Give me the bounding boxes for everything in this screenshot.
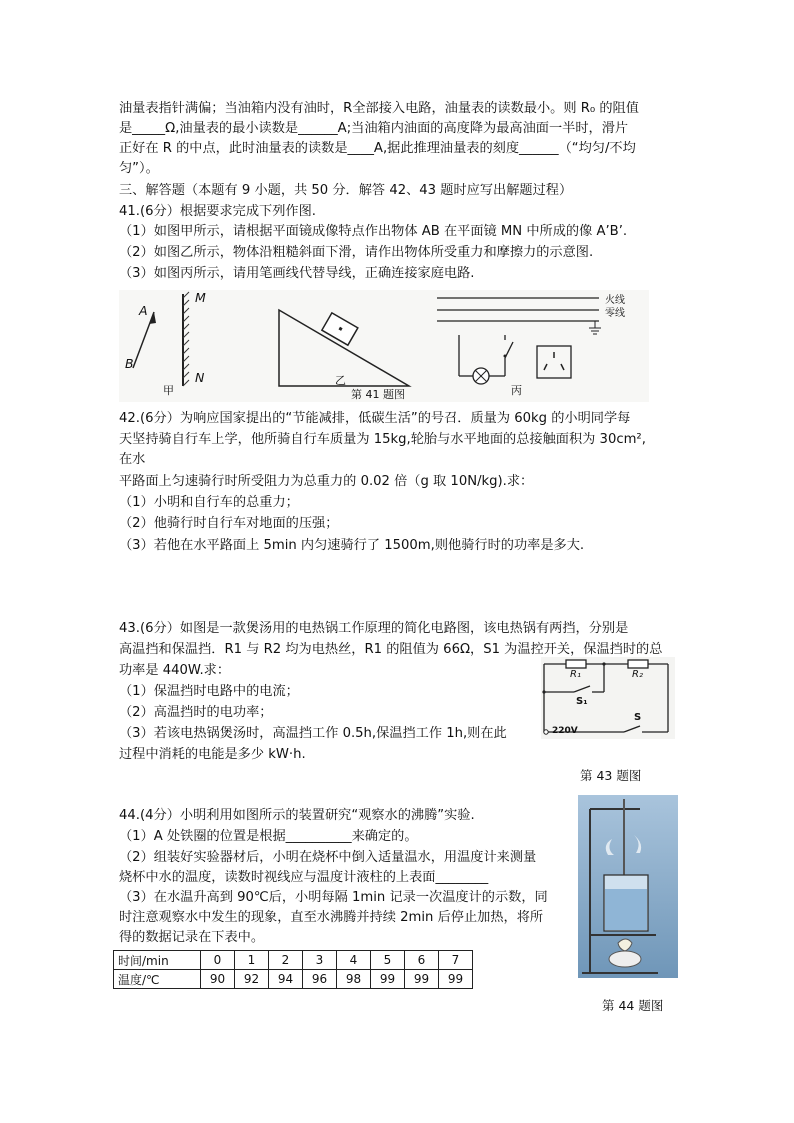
- label-bing: 丙: [511, 384, 522, 397]
- label-zero-wire: 零线: [605, 308, 625, 319]
- time-cell: 6: [405, 951, 439, 970]
- table-row: [114, 951, 473, 970]
- label-jia: 甲: [163, 384, 174, 397]
- temp-cell: 96: [303, 970, 337, 989]
- q42-line-3: 在水: [119, 452, 146, 467]
- time-cell: 3: [303, 951, 337, 970]
- time-cell: 7: [439, 951, 473, 970]
- time-cell: 1: [235, 951, 269, 970]
- q42-part-2: （2）他骑行时自行车对地面的压强；: [119, 516, 339, 531]
- q43-line-1: 43.(6分）如图是一款煲汤用的电热锅工作原理的简化电路图，该电热锅有两挡，分别是: [119, 621, 629, 636]
- temp-header: 温度/℃: [114, 970, 201, 989]
- section-3-heading: 三、解答题（本题有 9 小题，共 50 分．解答 42、43 题时应写出解题过程）: [119, 183, 573, 198]
- q44-part-2b: 烧杯中水的温度，读数时视线应与温度计液柱的上表面________: [119, 870, 489, 885]
- q40-line-4: 匀”）。: [119, 161, 159, 176]
- label-s1: S₁: [576, 696, 588, 707]
- label-yi: 乙: [335, 374, 346, 387]
- label-s: S: [634, 712, 642, 723]
- arrow-head-icon: [149, 312, 156, 324]
- q42-line-4: 平路面上匀速骑行时所受阻力为总重力的 0.02 倍（g 取 10N/kg).求：: [119, 474, 534, 489]
- resistor-r1: [566, 660, 586, 668]
- label-r1: R₁: [570, 669, 581, 680]
- q40-line-2: 是_____Ω,油量表的最小读数是______A;当油箱内油面的高度降为最高油面一半时，滑片: [119, 121, 629, 136]
- figure-43-caption: 第 43 题图: [580, 768, 642, 783]
- q40-line-1: 油量表指针满偏；当油箱内没有油时，R全部接入电路，油量表的读数最小。则 R₀ 的阻值: [119, 101, 639, 116]
- temp-cell: 92: [235, 970, 269, 989]
- time-cell: 5: [371, 951, 405, 970]
- socket-icon: [537, 346, 571, 378]
- temp-cell: 99: [439, 970, 473, 989]
- q42-part-1: （1）小明和自行车的总重力；: [119, 495, 299, 510]
- time-cell: 2: [269, 951, 303, 970]
- figure-43: [540, 656, 676, 740]
- label-b: B: [125, 356, 134, 371]
- temp-cell: 99: [371, 970, 405, 989]
- q41-part-3: （3）如图丙所示，请用笔画线代替导线，正确连接家庭电路.: [119, 266, 475, 281]
- q43-line-2: 高温挡和保温挡．R1 与 R2 均为电热丝，R1 的阻值为 66Ω，S1 为温控开关，保温挡时的总: [119, 642, 663, 657]
- q43-part-1: （1）保温挡时电路中的电流；: [119, 684, 299, 699]
- figure-44-caption: 第 44 题图: [602, 998, 664, 1013]
- label-r2: R₂: [632, 669, 643, 680]
- time-cell: 4: [337, 951, 371, 970]
- q42-part-3: （3）若他在水平路面上 5min 内匀速骑行了 1500m,则他骑行时的功率是多大.: [119, 538, 585, 553]
- q41-part-1: （1）如图甲所示，请根据平面镜成像特点作出物体 AB 在平面镜 MN 中所成的像 A’B’.: [119, 224, 628, 239]
- resistor-r2: [628, 660, 648, 668]
- figure-41: [119, 290, 649, 402]
- q44-line-1: 44.(4分）小明利用如图所示的装置研究“观察水的沸腾”实验.: [119, 808, 475, 823]
- temp-cell: 90: [201, 970, 235, 989]
- q42-line-2: 天坚持骑自行车上学，他所骑自行车质量为 15kg,轮胎与水平地面的总接触面积为 30cm²,: [119, 432, 646, 447]
- table-row: [114, 970, 473, 989]
- q41-title: 41.(6分）根据要求完成下列作图.: [119, 204, 316, 219]
- temp-cell: 94: [269, 970, 303, 989]
- label-n: N: [195, 370, 205, 385]
- q44-part-3a: （3）在水温升高到 90℃后，小明每隔 1min 记录一次温度计的示数，同: [119, 890, 548, 905]
- time-header: 时间/min: [114, 951, 201, 970]
- label-fire-wire: 火线: [605, 295, 625, 306]
- temperature-table: [113, 950, 473, 989]
- q43-line-3: 功率是 440W.求：: [119, 663, 231, 678]
- q43-part-2: （2）高温挡时的电功率；: [119, 705, 273, 720]
- q40-line-3: 正好在 R 的中点，此时油量表的读数是____A,据此推理油量表的刻度______（“均匀/不均: [119, 141, 636, 156]
- q42-line-1: 42.(6分）为响应国家提出的“节能减排，低碳生活”的号召．质量为 60kg 的小明同学每: [119, 411, 631, 426]
- q44-part-3c: 得的数据记录在下表中。: [119, 930, 265, 945]
- q43-part-3a: （3）若该电热锅煲汤时，高温挡工作 0.5h,保温挡工作 1h,则在此: [119, 726, 507, 741]
- temp-cell: 99: [405, 970, 439, 989]
- label-220v: 220V: [552, 726, 578, 736]
- q44-part-2a: （2）组装好实验器材后，小明在烧杯中倒入适量温水，用温度计来测量: [119, 850, 537, 865]
- time-cell: 0: [201, 951, 235, 970]
- temp-cell: 98: [337, 970, 371, 989]
- alcohol-lamp: [609, 951, 641, 967]
- figure-44-drawing: [578, 795, 678, 978]
- label-a: A: [139, 303, 148, 318]
- figure-44: [578, 795, 678, 978]
- q41-part-2: （2）如图乙所示，物体沿粗糙斜面下滑，请作出物体所受重力和摩擦力的示意图.: [119, 245, 594, 260]
- q43-part-3b: 过程中消耗的电能是多少 kW·h.: [119, 747, 306, 762]
- label-m: M: [195, 290, 206, 305]
- figure-41-caption: 第 41 题图: [351, 388, 405, 401]
- q44-part-3b: 时注意观察水中发生的现象，直至水沸腾并持续 2min 后停止加热，将所: [119, 910, 544, 925]
- q44-part-1: （1）A 处铁圈的位置是根据__________来确定的。: [119, 829, 418, 844]
